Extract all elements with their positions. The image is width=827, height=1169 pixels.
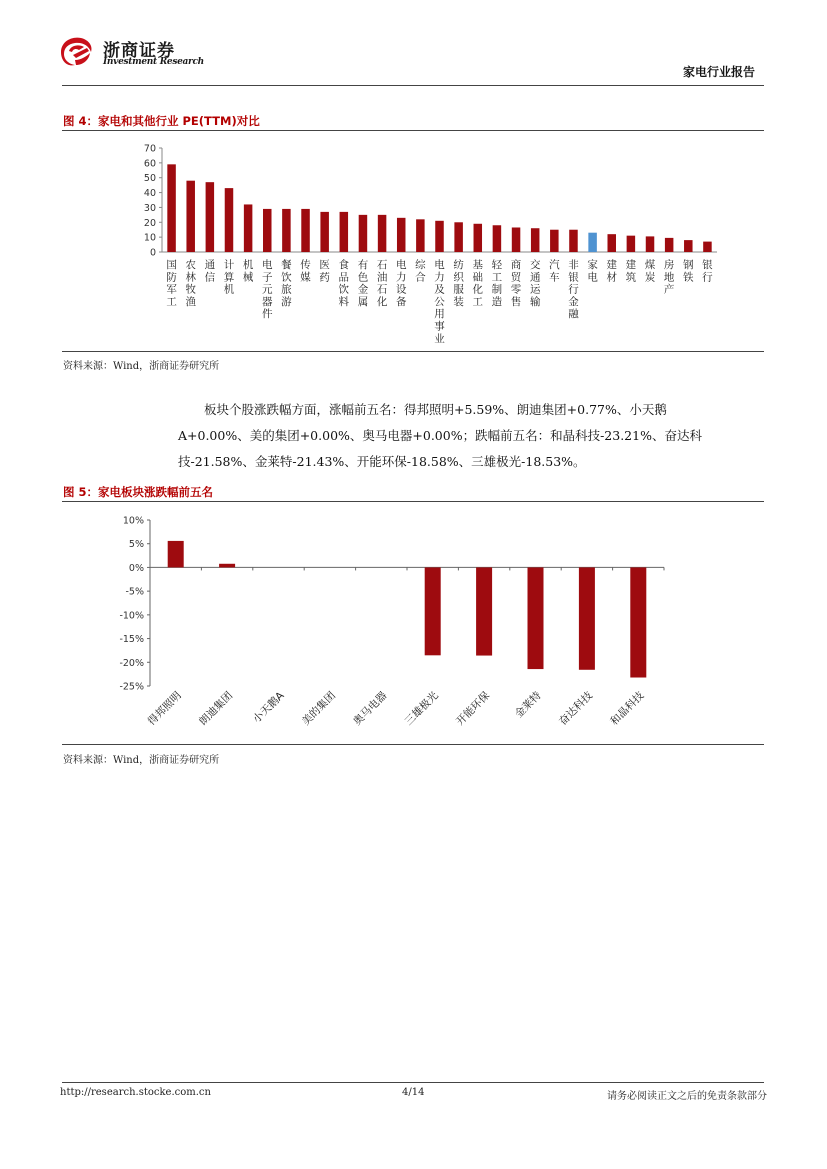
x-tick-label: 交通运输 [529,259,541,308]
x-tick-label: 房地产 [663,259,675,296]
figure5-bottom-rule [62,744,764,745]
y-tick-label: 5% [128,539,144,551]
bar [579,567,595,669]
x-tick-label: 医药 [319,259,330,284]
logo-icon [55,34,95,70]
bar [416,219,425,252]
footer-disclaimer: 请务必阅读正文之后的免责条款部分 [607,1091,767,1102]
x-tick-label: 得邦照明 [145,689,184,728]
x-tick-label: 美的集团 [299,689,339,728]
x-tick-label: 综合 [415,259,426,284]
x-tick-label: 汽车 [549,259,560,284]
x-tick-label: 朗迪集团 [197,689,236,728]
company-name-en: Investment Research [103,57,204,67]
x-tick-label: 商贸零售 [510,259,522,308]
x-tick-label: 有色金属 [357,259,369,308]
x-tick-label: 农林牧渔 [185,259,196,308]
y-tick-label: -10% [119,610,144,622]
y-tick-label: 0 [149,247,156,259]
bar [630,567,646,677]
bar [282,209,291,252]
report-type: 家电行业报告 [682,65,755,79]
header-divider [62,85,764,86]
bar [301,209,310,252]
x-tick-label: 和晶科技 [608,689,647,728]
x-tick-label: 奥马电器 [351,689,390,728]
body-paragraph [178,397,738,475]
x-tick-label: 石油石化 [376,259,388,308]
x-tick-label: 金莱特 [512,689,544,721]
footer-divider [62,1082,764,1083]
x-tick-label: 国防军工 [166,259,177,308]
bar [531,228,540,252]
figure5-title: 图 5：家电板块涨跌幅前五名 [63,485,214,499]
figure4-top-rule [62,130,764,131]
bar [397,218,406,252]
y-tick-label: 10 [143,232,156,244]
bar [167,164,176,252]
x-tick-label: 食品饮料 [338,259,350,308]
bar [684,240,693,252]
bar [378,215,387,252]
pe-comparison-chart [62,136,764,350]
bar [454,222,463,252]
bar [528,567,544,669]
x-tick-label: 家电 [587,259,598,284]
x-tick-label: 小天鹅A [250,689,287,726]
x-tick-label: 通信 [204,259,216,284]
y-tick-label: -25% [119,681,144,693]
x-tick-label: 餐饮旅游 [281,259,292,308]
bar [665,238,674,252]
y-tick-label: 10% [122,515,144,527]
bar [435,221,444,252]
x-tick-label: 开能环保 [454,689,493,728]
y-tick-label: -15% [119,634,144,646]
bar [244,204,253,252]
y-tick-label: 60 [143,158,156,170]
bar [493,225,502,252]
x-tick-label: 银行 [702,259,713,284]
bar [340,212,349,252]
figure4-bottom-rule [62,351,764,352]
x-tick-label: 非银行金融 [568,259,579,321]
bar [474,224,483,252]
bar [476,567,492,655]
bar [206,182,215,252]
x-tick-label: 纺织服装 [453,259,464,308]
figure5-top-rule [62,501,764,502]
x-tick-label: 轻工制造 [491,259,503,308]
y-tick-label: 70 [143,143,156,155]
company-name-cn: 浙商证券 [103,41,175,61]
bar [703,242,712,252]
x-tick-label: 钢铁 [683,259,694,284]
x-tick-label: 电子元器件 [262,259,273,321]
y-tick-label: 40 [143,188,156,200]
figure5-source: 资料来源：Wind，浙商证券研究所 [63,755,220,766]
bar [627,236,636,252]
y-tick-label: 50 [143,173,156,185]
bar [569,230,578,252]
x-tick-label: 建筑 [625,259,637,284]
bar [607,234,616,252]
y-tick-label: 0% [128,562,144,574]
bar [320,212,329,252]
bar [646,236,655,252]
bar [512,227,521,252]
x-tick-label: 三雄极光 [402,689,441,728]
paragraph-line-2: A+0.00%、美的集团+0.00%、奥马电器+0.00%；跌幅前五名：和晶科技-23.21%、奋达科 [178,428,702,443]
bar [219,564,235,568]
x-tick-label: 计算机 [223,259,235,296]
figure4-title: 图 4：家电和其他行业 PE(TTM)对比 [63,114,260,128]
bar [588,233,597,252]
x-tick-label: 传媒 [300,259,311,284]
paragraph-line-1: 板块个股涨跌幅方面，涨幅前五名：得邦照明+5.59%、朗迪集团+0.77%、小天鹅 [204,402,667,417]
x-tick-label: 电力及公用事业 [434,259,445,345]
footer-url[interactable]: http://research.stocke.com.cn [60,1087,211,1098]
bar [425,567,441,655]
x-tick-label: 电力设备 [395,259,407,308]
bar [186,181,195,252]
bar [359,215,368,252]
x-tick-label: 煤炭 [644,259,656,284]
x-tick-label: 奋达科技 [556,689,596,728]
y-tick-label: 30 [143,202,156,214]
y-tick-label: -20% [119,657,144,669]
bar [550,230,559,252]
paragraph-line-3: 技-21.58%、金莱特-21.43%、开能环保-18.58%、三雄极光-18.53%。 [178,454,586,469]
bar [225,188,234,252]
y-tick-label: -5% [125,586,144,598]
figure4-source: 资料来源：Wind，浙商证券研究所 [63,361,220,372]
bar [263,209,272,252]
x-tick-label: 基础化工 [472,259,484,308]
x-tick-label: 建材 [606,259,617,284]
bar [168,541,184,568]
page-number: 4/14 [402,1087,425,1098]
y-tick-label: 20 [143,217,156,229]
top-movers-chart [62,508,764,742]
x-tick-label: 机械 [242,259,254,284]
